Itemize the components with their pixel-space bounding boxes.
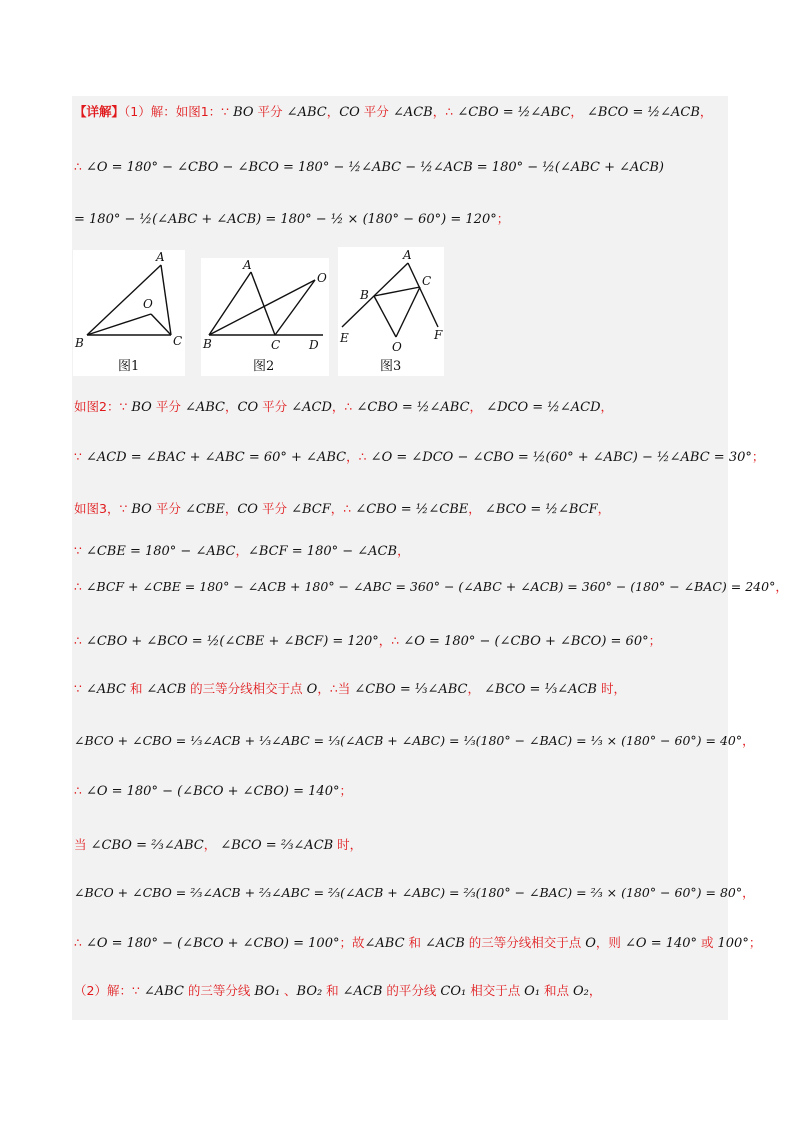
figure-1-caption: 图1 <box>118 359 140 374</box>
point-label-e: E <box>340 331 349 345</box>
point-label-o: O <box>143 297 153 311</box>
figure-2 <box>201 258 329 376</box>
point-label-a: A <box>156 250 165 264</box>
line-5: ∵ ∠ACD = ∠BAC + ∠ABC = 60° + ∠ABC，∴ ∠O = ∠DCO − ∠CBO = ½(60° + ∠ABC) − ½∠ABC = 30°； <box>74 449 765 465</box>
point-label-f: F <box>434 328 443 342</box>
line-7: ∵ ∠CBE = 180° − ∠ABC，∠BCF = 180° − ∠ACB， <box>74 543 410 559</box>
line-ae <box>342 263 408 327</box>
side-ab <box>209 272 251 335</box>
line-4: 如图2：∵ BO 平分 ∠ABC，CO 平分 ∠ACD，∴ ∠CBO = ½∠ABC， ∠DCO = ½∠ACD， <box>74 399 614 415</box>
line-6: 如图3，∵ BO 平分 ∠CBE，CO 平分 ∠BCF，∴ ∠CBO = ½∠CBE， ∠BCO = ½∠BCF， <box>74 501 611 517</box>
figure-1 <box>73 250 185 376</box>
side-ac <box>161 265 171 335</box>
line-15: ∴ ∠O = 180° − (∠BCO + ∠CBO) = 100°；故∠ABC 和 ∠ACB 的三等分线相交于点 O，则 ∠O = 140° 或 100°； <box>74 935 762 951</box>
point-label-a: A <box>403 248 412 262</box>
point-label-d: D <box>309 338 319 352</box>
text-fragment: （1）解：如图1：∵ <box>124 104 234 119</box>
line-16: （2）解：∵ ∠ABC 的三等分线 BO₁ 、BO₂ 和 ∠ACB 的平分线 CO₁ 相交于点 O₁ 和点 O₂， <box>74 983 602 999</box>
line-13: 当 ∠CBO = ⅔∠ABC， ∠BCO = ⅔∠ACB 时， <box>74 837 363 853</box>
segment-bo <box>87 314 151 335</box>
point-label-a: A <box>243 258 252 272</box>
line-12: ∴ ∠O = 180° − (∠BCO + ∠CBO) = 140°； <box>74 783 352 799</box>
figure-3-caption: 图3 <box>380 359 402 374</box>
segment-bo <box>374 296 396 337</box>
figure-2-caption: 图2 <box>253 359 275 374</box>
line-9: ∴ ∠CBO + ∠BCO = ½(∠CBE + ∠BCF) = 120°，∴ ∠O = 180° − (∠CBO + ∠BCO) = 60°； <box>74 633 662 649</box>
section-header: 【详解】 <box>74 104 125 119</box>
line-af <box>408 263 438 327</box>
point-label-c: C <box>173 334 183 348</box>
point-label-c: C <box>422 274 432 288</box>
figure-3-diagram <box>338 247 444 376</box>
point-label-b: B <box>203 337 212 351</box>
point-label-b: B <box>360 288 369 302</box>
math-fragment: BO <box>233 105 254 120</box>
line-10: ∵ ∠ABC 和 ∠ACB 的三等分线相交于点 O，∴当 ∠CBO = ⅓∠ABC， ∠BCO = ⅓∠ACB 时， <box>74 681 626 697</box>
side-ac <box>251 272 275 335</box>
figure-2-diagram <box>201 258 329 376</box>
segment-bo <box>209 280 315 335</box>
line-1: 【详解】（1）解：如图1：∵ BO 平分 ∠ABC，CO 平分 ∠ACB，∴ ∠CBO = ½∠ABC， ∠BCO = ½∠ACB， <box>74 104 713 120</box>
point-label-b: B <box>75 336 84 350</box>
segment-co <box>275 280 315 335</box>
line-14: ∠BCO + ∠CBO = ⅔∠ACB + ⅔∠ABC = ⅔(∠ACB + ∠ABC) = ⅔(180° − ∠BAC) = ⅔ × (180° − 60°) = 80°， <box>74 885 755 900</box>
figure-1-diagram <box>73 250 185 376</box>
line-11: ∠BCO + ∠CBO = ⅓∠ACB + ⅓∠ABC = ⅓(∠ACB + ∠ABC) = ⅓(180° − ∠BAC) = ⅓ × (180° − 60°) = 40°， <box>74 733 755 748</box>
line-2: ∴ ∠O = 180° − ∠CBO − ∠BCO = 180° − ½∠ABC − ½∠ACB = 180° − ½(∠ABC + ∠ACB) <box>74 159 664 175</box>
line-3: = 180° − ½(∠ABC + ∠ACB) = 180° − ½ × (180° − 60°) = 120°； <box>74 211 510 227</box>
figure-3 <box>338 247 444 376</box>
segment-co <box>396 287 420 337</box>
point-label-o: O <box>392 340 402 354</box>
point-label-c: C <box>271 338 281 352</box>
point-label-o: O <box>317 271 327 285</box>
line-8: ∴ ∠BCF + ∠CBE = 180° − ∠ACB + 180° − ∠ABC = 360° − (∠ABC + ∠ACB) = 360° − (180° − ∠BAC) = 240°， <box>74 579 788 594</box>
